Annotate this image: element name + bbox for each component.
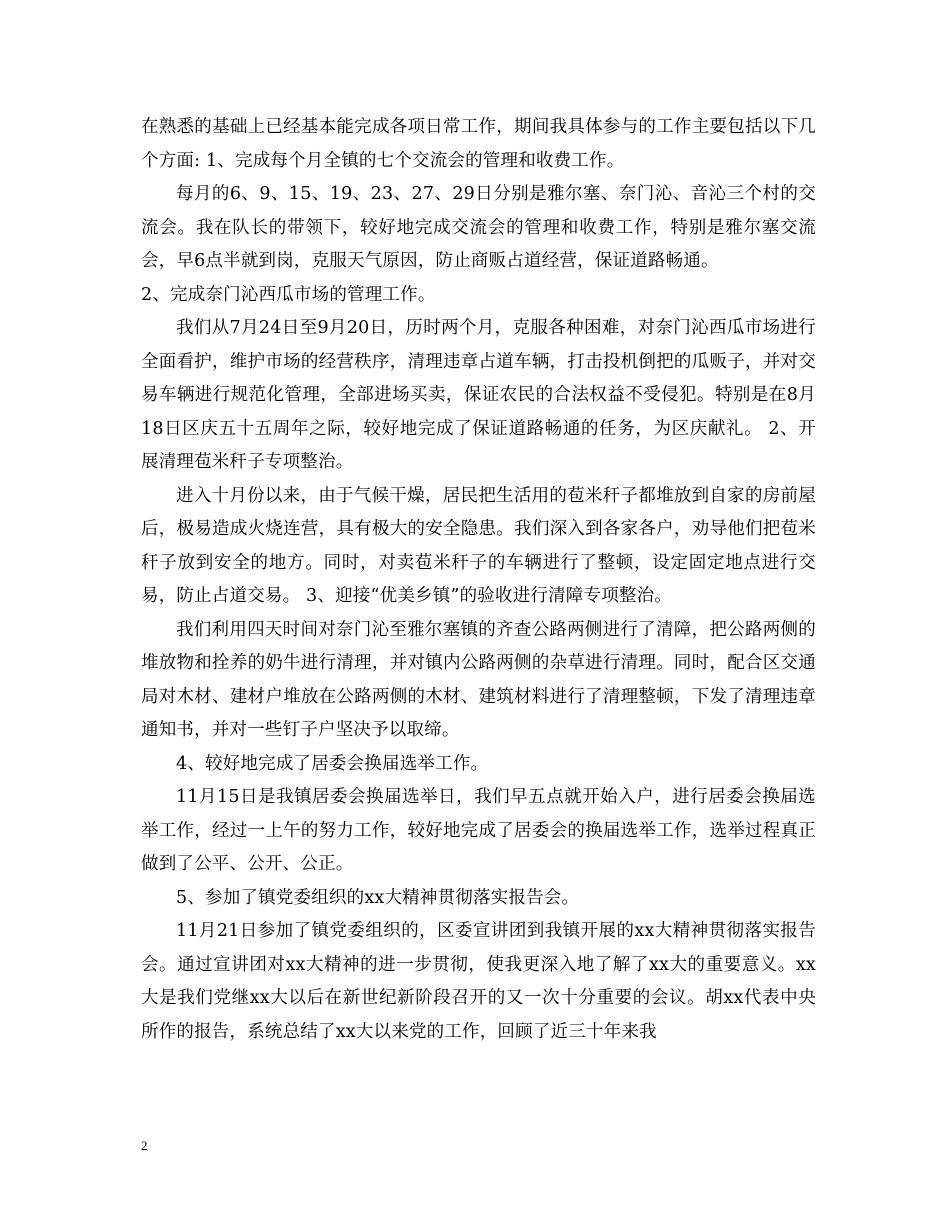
paragraph-10: 11月21日参加了镇党委组织的，区委宣讲团到我镇开展的xx大精神贯彻落实报告会。通过宣讲团对xx大精神的进一步贯彻，使我更深入地了解了xx大的重要意义。xx大是我们党继xx大以后在新世纪新阶段召开的又一次十分重要的会议。胡xx代表中央所作的报告，系统总结了xx大以来党的工作，回顾了近三十年来我	[141, 921, 816, 1042]
page-number: 2	[141, 1138, 148, 1153]
paragraph-5: 进入十月份以来，由于气候干燥，居民把生活用的苞米秆子都堆放到自家的房前屋后，极易造成火烧连营，具有极大的安全隐患。我们深入到各家各户，劝导他们把苞米秆子放到安全的地方。同时，对卖苞米秆子的车辆进行了整顿，设定固定地点进行交易，防止占道交易。 3、迎接“优美乡镇”的验收进行清障专项整治。	[141, 485, 816, 606]
paragraph-7: 4、较好地完成了居委会换届选举工作。	[176, 753, 489, 774]
paragraph-9: 5、参加了镇党委组织的xx大精神贯彻落实报告会。	[176, 887, 580, 908]
paragraph-2: 每月的6、9、15、19、23、27、29日分别是雅尔塞、奈门沁、音沁三个村的交流会。我在队长的带领下，较好地完成交流会的管理和收费工作，特别是雅尔塞交流会，早6点半就到岗，克服天气原因，防止商贩占道经营，保证道路畅通。	[141, 184, 816, 271]
document-body	[141, 111, 816, 1049]
paragraph-8: 11月15日是我镇居委会换届选举日，我们早五点就开始入户，进行居委会换届选举工作，经过一上午的努力工作，较好地完成了居委会的换届选举工作，选举过程真正做到了公平、公开、公正。	[141, 787, 816, 874]
paragraph-3: 2、完成奈门沁西瓜市场的管理工作。	[141, 284, 436, 305]
paragraph-4: 我们从7月24日至9月20日，历时两个月，克服各种困难，对奈门沁西瓜市场进行全面看护，维护市场的经营秩序，清理违章占道车辆，打击投机倒把的瓜贩子，并对交易车辆进行规范化管理，全部进场买卖，保证农民的合法权益不受侵犯。特别是在8月18日区庆五十五周年之际，较好地完成了保证道路畅通的任务，为区庆献礼。 2、开展清理苞米秆子专项整治。	[141, 318, 816, 472]
paragraph-1: 在熟悉的基础上已经基本能完成各项日常工作，期间我具体参与的工作主要包括以下几个方面: 1、完成每个月全镇的七个交流会的管理和收费工作。	[141, 117, 816, 171]
paragraph-6: 我们利用四天时间对奈门沁至雅尔塞镇的齐查公路两侧进行了清障，把公路两侧的堆放物和拴养的奶牛进行清理，并对镇内公路两侧的杂草进行清理。同时，配合区交通局对木材、建材户堆放在公路两侧的木材、建筑材料进行了清理整顿，下发了清理违章通知书，并对一些钉子户坚决予以取缔。	[141, 619, 816, 740]
